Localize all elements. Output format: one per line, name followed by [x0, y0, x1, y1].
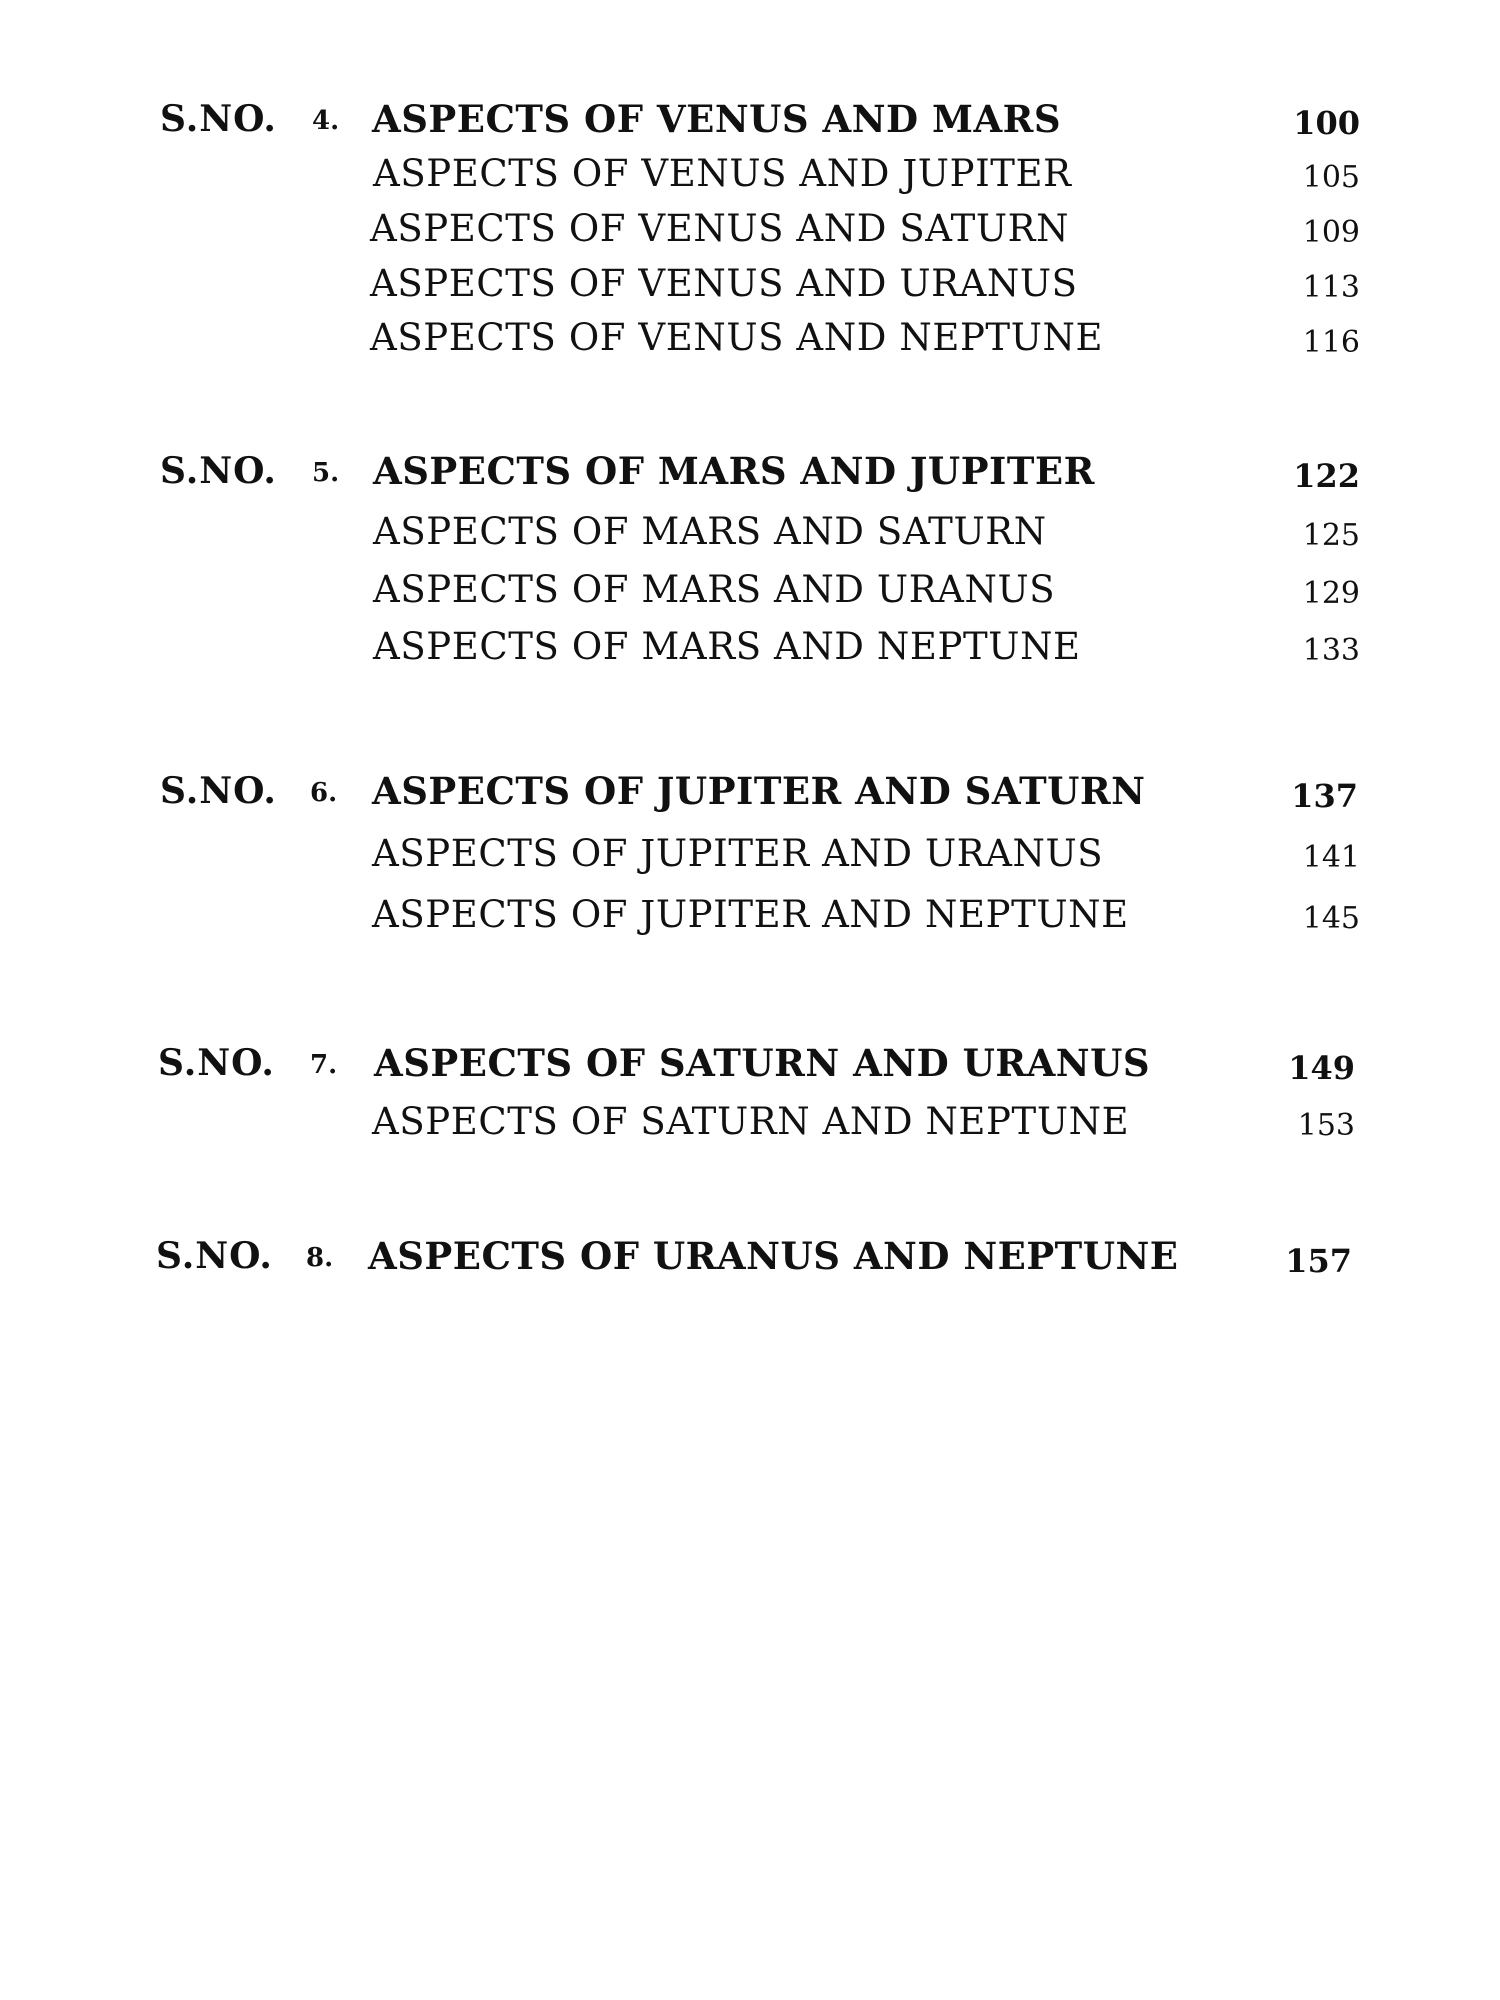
- subsection-title[interactable]: ASPECTS OF VENUS AND SATURN: [370, 207, 1070, 250]
- subsection-title[interactable]: ASPECTS OF JUPITER AND URANUS: [372, 832, 1104, 875]
- section-number: 5.: [312, 458, 340, 488]
- page-number: 149: [1288, 1049, 1355, 1087]
- page-number: 141: [1302, 840, 1360, 875]
- page-number: 153: [1297, 1108, 1355, 1143]
- section-title[interactable]: ASPECTS OF JUPITER AND SATURN: [372, 769, 1146, 813]
- sno-label: S.NO.: [156, 1235, 273, 1277]
- page-number: 137: [1291, 777, 1358, 815]
- page-number: 105: [1302, 160, 1360, 195]
- subsection-title[interactable]: ASPECTS OF MARS AND SATURN: [373, 510, 1047, 553]
- section-title[interactable]: ASPECTS OF URANUS AND NEPTUNE: [368, 1234, 1179, 1278]
- subsection-title[interactable]: ASPECTS OF JUPITER AND NEPTUNE: [372, 893, 1129, 936]
- subsection-title[interactable]: ASPECTS OF VENUS AND NEPTUNE: [370, 316, 1104, 359]
- page-number: 125: [1302, 518, 1360, 553]
- section-number: 4.: [312, 106, 340, 136]
- section-number: 6.: [310, 778, 338, 808]
- section-number: 7.: [310, 1050, 338, 1080]
- page-number: 109: [1302, 215, 1360, 250]
- sno-label: S.NO.: [160, 98, 277, 140]
- sno-label: S.NO.: [160, 450, 277, 492]
- section-number: 8.: [306, 1243, 334, 1273]
- section-title[interactable]: ASPECTS OF SATURN AND URANUS: [374, 1041, 1151, 1085]
- page-number: 133: [1302, 633, 1360, 668]
- page-number: 116: [1302, 325, 1360, 360]
- subsection-title[interactable]: ASPECTS OF VENUS AND URANUS: [370, 262, 1078, 305]
- subsection-title[interactable]: ASPECTS OF MARS AND NEPTUNE: [373, 625, 1081, 668]
- page-number: 122: [1293, 457, 1360, 495]
- page-number: 100: [1293, 104, 1360, 142]
- page-number: 145: [1302, 901, 1360, 936]
- subsection-title[interactable]: ASPECTS OF SATURN AND NEPTUNE: [372, 1100, 1130, 1143]
- page-number: 113: [1302, 270, 1360, 305]
- section-title[interactable]: ASPECTS OF VENUS AND MARS: [372, 97, 1062, 141]
- sno-label: S.NO.: [160, 770, 277, 812]
- subsection-title[interactable]: ASPECTS OF MARS AND URANUS: [373, 568, 1056, 611]
- sno-label: S.NO.: [158, 1042, 275, 1084]
- subsection-title[interactable]: ASPECTS OF VENUS AND JUPITER: [373, 152, 1072, 195]
- page-number: 129: [1302, 576, 1360, 611]
- section-title[interactable]: ASPECTS OF MARS AND JUPITER: [373, 449, 1095, 493]
- page-number: 157: [1285, 1242, 1352, 1280]
